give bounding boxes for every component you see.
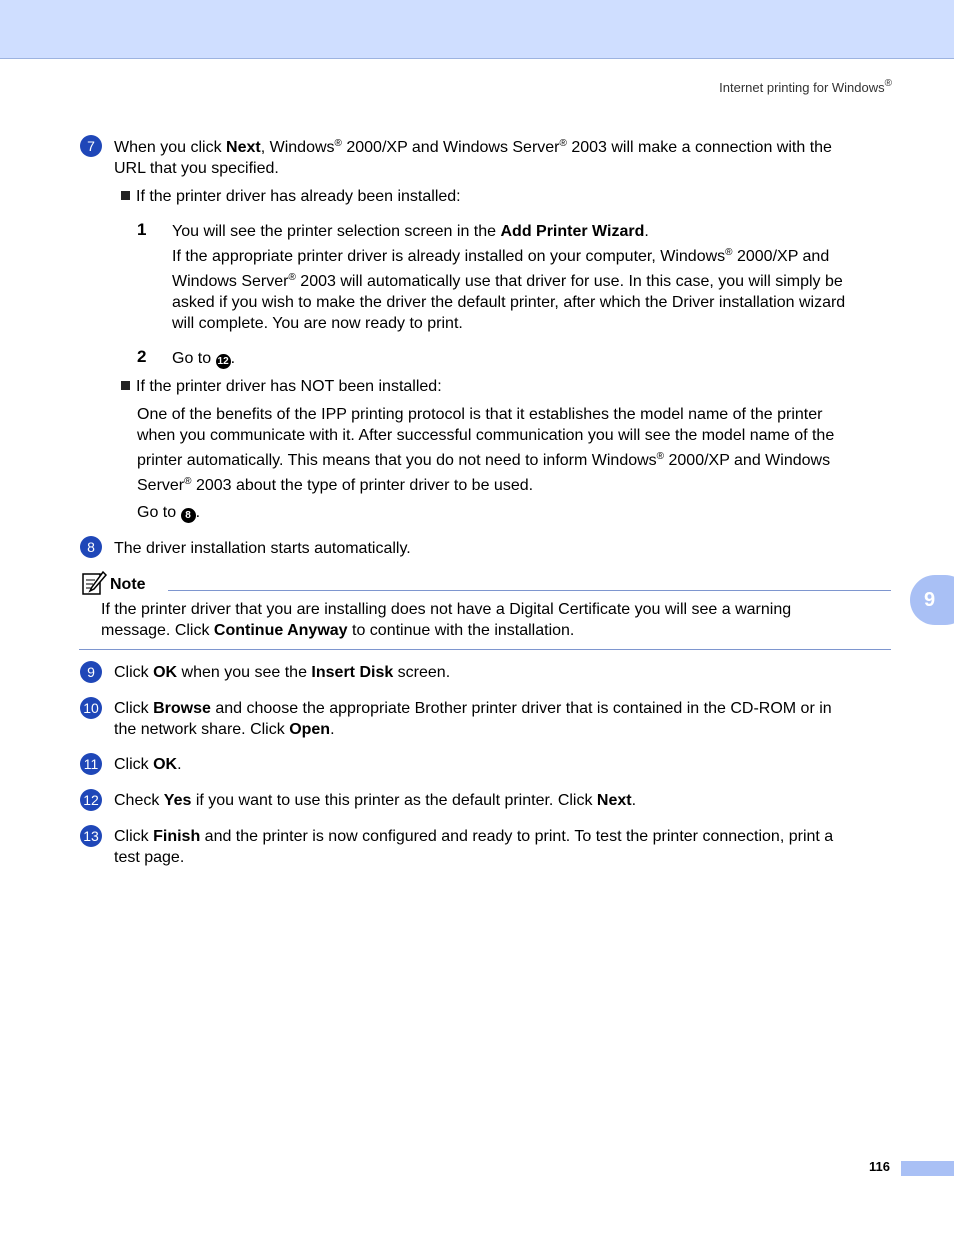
step-9-badge: 9 [80,661,102,683]
square-bullet-icon [121,381,130,390]
note-bottom-rule [79,649,891,650]
page-number: 116 [869,1159,890,1174]
note-pencil-icon [81,570,107,601]
substep-1-detail: If the appropriate printer driver is already installed on your computer, Windows® 2000/XP and Windows Server® 2003 will automatically use that driver for use. In this case, you will simply be asked if you wish to make the driver the default printer, after which the Driver installation wizard will complete. You are now ready to print. [172,247,846,332]
substep-1-number: 1 [137,220,147,239]
step-7-badge: 7 [80,135,102,157]
step-12-text: Check Yes if you want to use this printer as the default printer. Click Next. [114,792,637,809]
step-11-badge: 11 [80,753,102,775]
chapter-tab: 9 [910,575,954,625]
note-text: If the printer driver that you are installing does not have a Digital Certificate you will see a warning message. Click Continue Anyway to continue with the installation. [101,601,792,639]
page-number-bar [901,1161,954,1176]
substep-2-number: 2 [137,347,147,366]
step-10-badge: 10 [80,697,102,719]
step-11-text: Click OK. [114,756,182,773]
step-9-text: Click OK when you see the Insert Disk screen. [114,664,451,681]
step-13-badge: 13 [80,825,102,847]
running-header: Internet printing for Windows® [719,78,892,95]
step-8-text: The driver installation starts automatically. [114,540,411,557]
not-installed-detail: One of the benefits of the IPP printing protocol is that it establishes the model name of the printer when you communicate with it. After successful communication you will see the model name of the printer automatically. This means that you do not need to inform Windows® 2000/XP and Windows Server® 2003 about the type of printer driver to be used. [137,406,835,494]
step-10-text: Click Browse and choose the appropriate Brother printer driver that is contained in the CD-ROM or in the network share. Click Open. [114,700,832,738]
step-8-badge: 8 [80,536,102,558]
top-header-bar [0,0,954,59]
step-7-text: When you click Next, Windows® 2000/XP and Windows Server® 2003 will make a connection with the URL that you specified. [114,138,832,177]
step-ref-badge: 8 [181,508,196,523]
step-13-text: Click Finish and the printer is now configured and ready to print. To test the printer connection, print a test page. [114,828,834,866]
goto-step-8: Go to 8 . [137,504,201,521]
note-label: Note [110,576,146,593]
bullet-not-installed: If the printer driver has NOT been installed: [121,376,442,397]
square-bullet-icon [121,191,130,200]
note-top-rule [168,590,891,591]
substep-1-text: You will see the printer selection screen in the Add Printer Wizard. [172,223,649,240]
step-ref-badge: 12 [217,356,229,367]
substep-2-text: Go to 12 . [172,350,236,367]
bullet-installed: If the printer driver has already been installed: [121,186,461,207]
step-12-badge: 12 [80,789,102,811]
